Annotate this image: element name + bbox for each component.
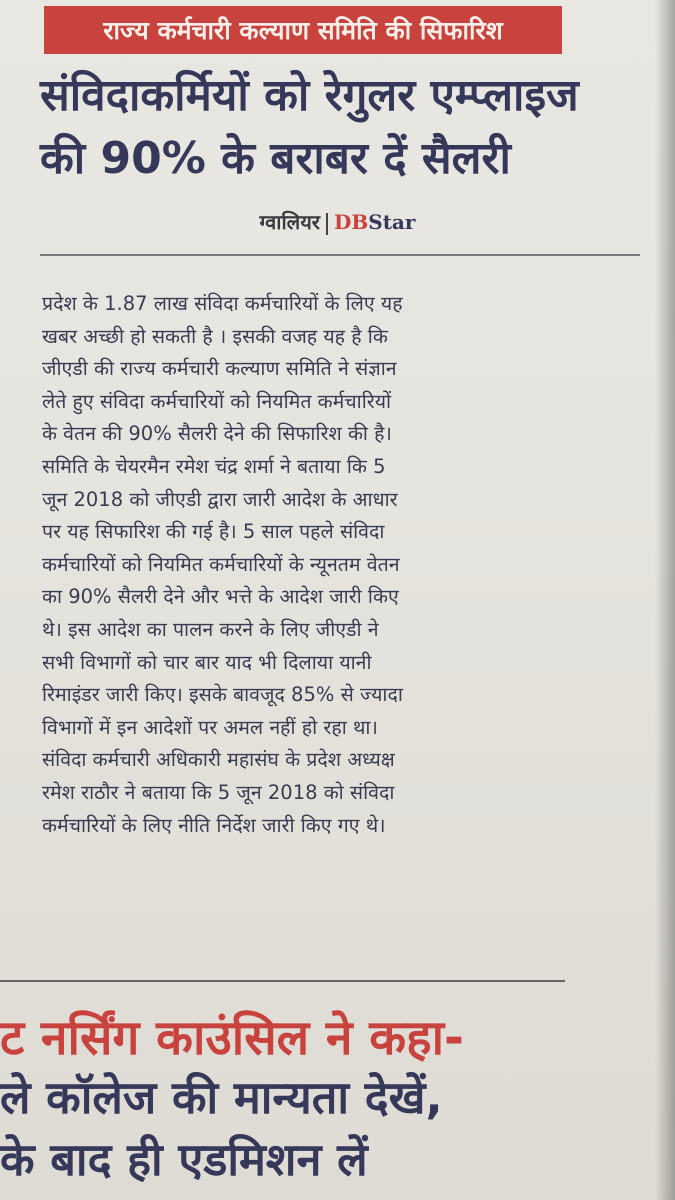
article-line: जीएडी की राज्य कर्मचारी कल्याण समिति ने संज्ञान (42, 357, 397, 381)
article-line: कर्मचारियों के लिए नीति निर्देश जारी किए गए थे। (42, 813, 386, 837)
article-line: प्रदेश के 1.87 लाख संविदा कर्मचारियों के लिए यह (42, 292, 403, 315)
section-banner: राज्य कर्मचारी कल्याण समिति की सिफारिश (44, 6, 562, 54)
article-line: थे। इस आदेश का पालन करने के लिए जीएडी ने (42, 617, 379, 641)
divider-bottom (0, 980, 565, 982)
article-body (42, 288, 642, 842)
dateline-city: ग्वालियर (259, 210, 320, 234)
headline-line: की 90% के बराबर दें सैलरी (40, 133, 511, 184)
article-line: समिति के चेयरमैन रमेश चंद्र शर्मा ने बताया कि 5 (42, 454, 386, 478)
article-line: कर्मचारियों को नियमित कर्मचारियों के न्यूनतम वेतन (42, 552, 400, 576)
article-line: सभी विभागों को चार बार याद भी दिलाया यानी (42, 650, 372, 674)
article-line: रिमाइंडर जारी किए। इसके बावजूद 85% से ज्यादा (42, 683, 403, 707)
article-line: पर यह सिफारिश की गई है। 5 साल पहले संविदा (42, 520, 385, 544)
dateline-separator (326, 213, 328, 235)
article-line: रमेश राठौर ने बताया कि 5 जून 2018 को संविदा (42, 780, 395, 804)
article-line: का 90% सैलरी देने और भत्ते के आदेश जारी किए (42, 585, 399, 609)
article-line: जून 2018 को जीएडी द्वारा जारी आदेश के आधार (42, 487, 398, 511)
headline-line: संविदाकर्मियों को रेगुलर एम्प्लाइज (40, 70, 579, 121)
article-line: संविदा कर्मचारी अधिकारी महासंघ के प्रदेश अध्यक्ष (42, 748, 395, 772)
dateline (0, 208, 675, 235)
divider-top (40, 254, 640, 256)
next-story-line: के बाद ही एडमिशन लें (0, 1133, 368, 1186)
brand-logo-star: Star (368, 210, 416, 234)
article-line: लेते हुए संविदा कर्मचारियों को नियमित कर्मचारियों (42, 389, 392, 413)
next-story-line: ट नर्सिंग काउंसिल ने कहा- (0, 1010, 464, 1066)
next-story-line: ले कॉलेज की मान्यता देखें, (0, 1071, 443, 1124)
article-line: विभागों में इन आदेशों पर अमल नहीं हो रहा था। (42, 715, 378, 739)
article-line: के वेतन की 90% सैलरी देने की सिफारिश की है। (42, 422, 392, 446)
article-line: खबर अच्छी हो सकती है । इसकी वजह यह है कि (42, 324, 388, 348)
headline (40, 64, 640, 190)
brand-logo-db: DB (334, 210, 369, 234)
